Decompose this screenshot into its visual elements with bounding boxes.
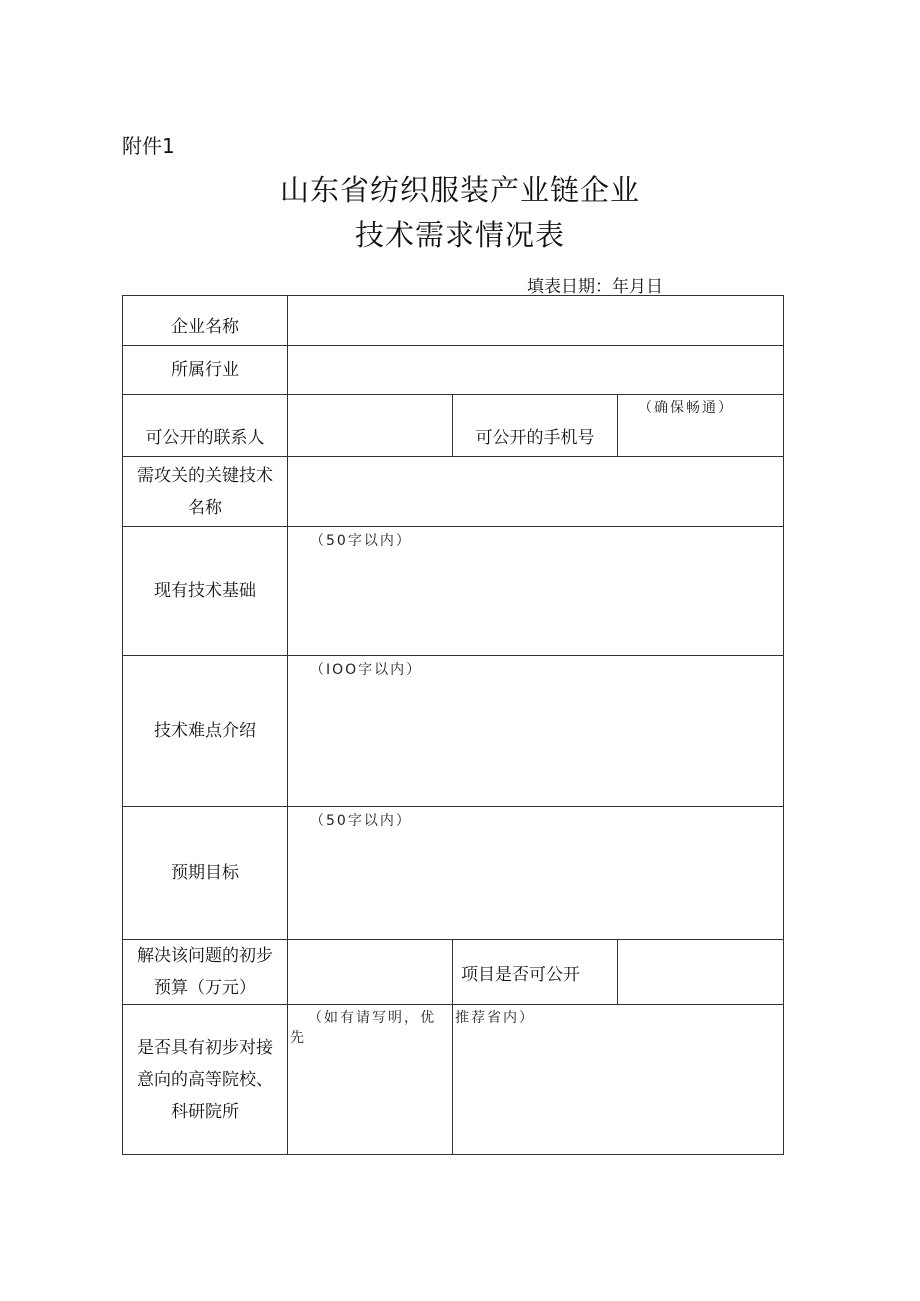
industry-field[interactable]: [288, 346, 784, 395]
key-tech-label-line2: 名称: [188, 497, 222, 518]
contact-phone-field[interactable]: [618, 395, 784, 457]
budget-label-line1: 解决该问题的初步: [137, 946, 273, 966]
tech-demand-form: [122, 295, 784, 1155]
partner-hint-a1: （如有请写明，优: [308, 1010, 436, 1026]
attachment-label: 附件1: [122, 134, 175, 158]
key-tech-label-line1: 需攻关的关键技术: [137, 465, 273, 486]
partner-hint-b: 推荐省内）: [455, 1010, 535, 1026]
form-title-line2: 技术需求情况表: [354, 218, 565, 252]
contact-person-field[interactable]: [288, 395, 453, 457]
budget-label: [123, 940, 288, 1005]
fill-date-label: 填表日期：年月日: [527, 277, 663, 297]
key-tech-field[interactable]: [288, 457, 784, 527]
company-name-field[interactable]: [288, 296, 784, 346]
contact-phone-label: 可公开的手机号: [453, 395, 618, 457]
target-field[interactable]: [288, 807, 784, 940]
row-company-name: [123, 296, 784, 346]
row-industry: [123, 346, 784, 395]
partner-hint-a2: 先: [290, 1030, 306, 1046]
contact-person-label: 可公开的联系人: [123, 395, 288, 457]
partner-field-b[interactable]: [453, 1005, 784, 1155]
company-name-label: 企业名称: [123, 296, 288, 346]
row-key-tech: [123, 457, 784, 527]
target-label: 预期目标: [123, 807, 288, 940]
row-tech-basis: [123, 527, 784, 656]
phone-hint: （确保畅通）: [638, 400, 734, 416]
tech-difficulty-label: 技术难点介绍: [123, 656, 288, 807]
row-budget: [123, 940, 784, 1005]
tech-difficulty-hint: （IOO字以内）: [310, 662, 423, 678]
public-field[interactable]: [618, 940, 784, 1005]
row-contact: [123, 395, 784, 457]
row-partner: [123, 1005, 784, 1155]
form-title-line1: 山东省纺织服装产业链企业: [279, 173, 640, 207]
target-hint: （50字以内）: [310, 813, 412, 829]
row-target: [123, 807, 784, 940]
key-tech-label: [123, 457, 288, 527]
partner-label-line1: 是否具有初步对接: [137, 1037, 273, 1058]
tech-difficulty-field[interactable]: [288, 656, 784, 807]
public-label: 项目是否可公开: [453, 940, 618, 1005]
partner-label-line3: 科研院所: [171, 1101, 239, 1122]
partner-label: [123, 1005, 288, 1155]
tech-basis-hint: （50字以内）: [310, 533, 412, 549]
budget-label-line2: 预算（万元）: [154, 978, 256, 998]
budget-field[interactable]: [288, 940, 453, 1005]
tech-basis-field[interactable]: [288, 527, 784, 656]
partner-label-line2: 意向的高等院校、: [137, 1069, 273, 1090]
partner-field-a[interactable]: [288, 1005, 453, 1155]
tech-basis-label: 现有技术基础: [123, 527, 288, 656]
industry-label: 所属行业: [123, 346, 288, 395]
row-tech-difficulty: [123, 656, 784, 807]
